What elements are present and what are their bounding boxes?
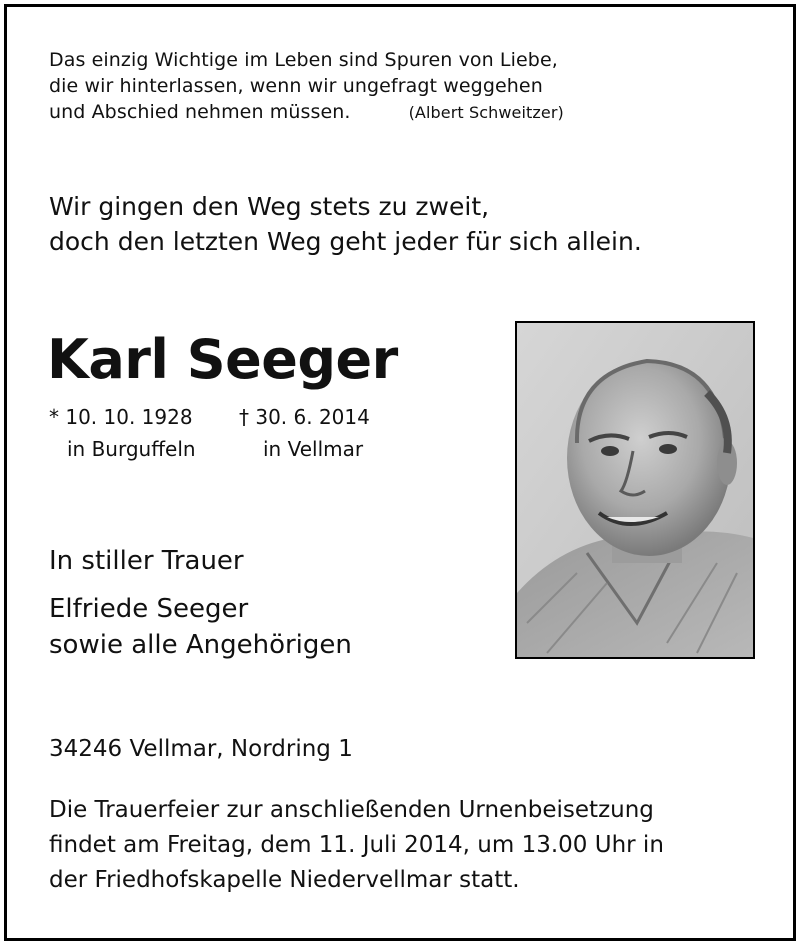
address: 34246 Vellmar, Nordring 1	[49, 736, 353, 762]
motto-block	[49, 189, 749, 259]
quote-author: (Albert Schweitzer)	[408, 103, 564, 122]
deceased-name: Karl Seeger	[47, 328, 398, 391]
birth-place: in Burguffeln	[67, 437, 196, 461]
motto-line: Wir gingen den Weg stets zu zweit,	[49, 192, 490, 221]
mourner-line: sowie alle Angehörigen	[49, 630, 352, 660]
mourner-line: Elfriede Seeger	[49, 594, 249, 624]
death-info	[239, 401, 370, 465]
obituary-notice	[4, 4, 796, 941]
death-place: in Vellmar	[263, 437, 364, 461]
quote-line	[49, 99, 649, 126]
funeral-notice	[49, 793, 769, 898]
portrait-photo-icon	[517, 323, 753, 657]
notice-line: findet am Freitag, dem 11. Juli 2014, um 13.00 Uhr in	[49, 832, 664, 858]
birth-info	[49, 401, 196, 465]
notice-line: der Friedhofskapelle Niedervellmar statt.	[49, 867, 520, 893]
quote-line-text: und Abschied nehmen müssen.	[49, 101, 351, 123]
mourning-intro: In stiller Trauer	[49, 546, 244, 576]
quote-line: Das einzig Wichtige im Leben sind Spuren von Liebe,	[49, 49, 558, 71]
motto-line: doch den letzten Weg geht jeder für sich allein.	[49, 227, 642, 256]
quote-line: die wir hinterlassen, wenn wir ungefragt weggehen	[49, 75, 543, 97]
notice-line: Die Trauerfeier zur anschließenden Urnenbeisetzung	[49, 797, 654, 823]
mourners-block	[49, 543, 489, 663]
death-date: † 30. 6. 2014	[239, 405, 370, 429]
portrait-photo	[515, 321, 755, 659]
quote-block	[49, 47, 649, 126]
birth-date: * 10. 10. 1928	[49, 405, 193, 429]
